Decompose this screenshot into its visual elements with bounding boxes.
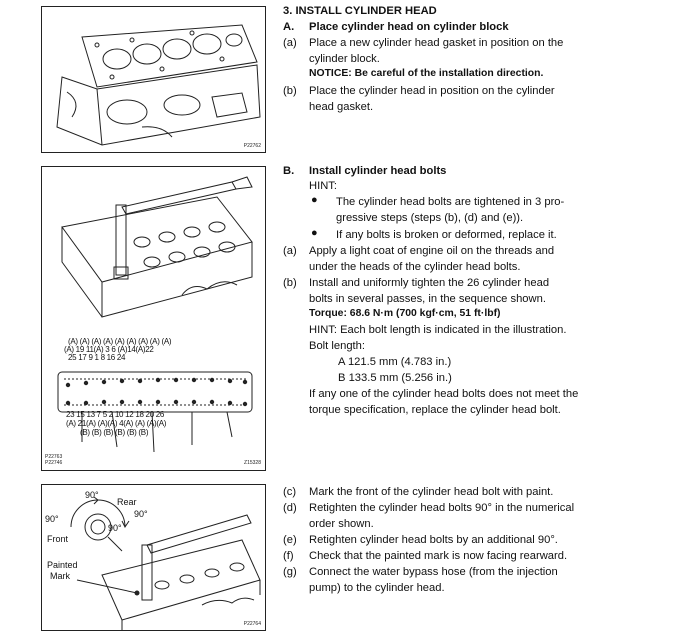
step-text: Install and uniformly tighten the 26 cylinder head [309,277,550,289]
step-text: Mark the front of the cylinder head bolt with paint. [309,486,554,498]
angle-label: 90° [108,523,122,533]
step-text: Apply a light coat of engine oil on the threads and [309,245,555,257]
hint-label: HINT: [309,180,337,192]
step-text: Place the cylinder head in position on the cylinder [309,85,555,97]
step-text: head gasket. [309,101,374,113]
gasket-illustration [42,7,265,152]
step-text: pump) to the cylinder head. [309,582,445,594]
step-b-heading: Install cylinder head bolts [309,165,447,177]
angle-label: 90° [134,509,148,519]
direction-label-front: Front [47,534,69,544]
bolt-row-label: (A) 19 11(A) 3 6 (A)14(A)22 [64,345,154,354]
direction-label-rear: Rear [117,497,137,507]
retighten-illustration [42,485,265,630]
step-text: bolts in several passes, in the sequence shown. [309,293,546,305]
step-text: Retighten cylinder head bolts by an additional 90°. [309,534,558,546]
notice-text: NOTICE: Be careful of the installation direction. [309,68,544,79]
step-text: Place a new cylinder head gasket in position on the [309,37,564,49]
bolt-length-label: Bolt length: [309,340,365,352]
figure-bolt-sequence [41,166,266,471]
step-text: cylinder block. [309,53,380,65]
step-text: Retighten the cylinder head bolts 90° in the numerical [309,502,575,514]
angle-label: 90° [85,490,99,500]
step-marker: (f) [283,550,294,562]
bolt-row-label: (A) (A) (A) (A) (A) (A) (A) (A) (A) [68,337,172,346]
step-marker: (c) [283,486,297,498]
painted-mark-label: Mark [50,571,70,581]
step-marker: (e) [283,534,297,546]
warning-text: torque specification, replace the cylinder head bolt. [309,404,561,416]
step-text: Check that the painted mark is now facing rearward. [309,550,568,562]
bolt-row-label: 25 17 9 1 8 16 24 [68,353,126,362]
figure-gasket-placement [41,6,266,153]
figure-id: P22746 [45,460,63,466]
hint-bullet-text: The cylinder head bolts are tightened in 3 pro- [336,196,565,208]
painted-mark-label: Painted [47,560,78,570]
step-text: under the heads of the cylinder head bolts. [309,261,521,273]
figure-id: P22763 [45,454,63,460]
step-a-heading: Place cylinder head on cylinder block [309,21,509,33]
bolt-row-label: 23 15 13 7 5 2 10 12 18 20 26 [66,410,165,419]
figure-id: P22764 [243,621,261,627]
figure-id: Z15328 [244,460,261,466]
step-b-letter: B. [283,165,295,177]
hint-text: HINT: Each bolt length is indicated in the illustration. [309,324,567,336]
step-marker: (b) [283,85,297,97]
step-marker: (a) [283,37,297,49]
warning-text: If any one of the cylinder head bolts does not meet the [309,388,579,400]
step-marker: (g) [283,566,297,578]
hint-bullet-text: gressive steps (steps (b), (d) and (e)). [336,212,524,224]
step-marker: (d) [283,502,297,514]
bolt-length-b: B 133.5 mm (5.256 in.) [338,372,452,384]
torque-spec: Torque: 68.6 N·m (700 kgf·cm, 51 ft·lbf) [309,308,501,319]
bolt-row-label: (B) (B) (B) (B) (B) (B) [80,428,149,437]
step-text: Connect the water bypass hose (from the injection [309,566,558,578]
step-marker: (b) [283,277,297,289]
bullet-icon: ● [311,227,318,239]
figure-retighten [41,484,266,631]
step-a-letter: A. [283,21,295,33]
step-text: order shown. [309,518,374,530]
figure-id: P22762 [243,143,261,149]
section-title: 3. INSTALL CYLINDER HEAD [283,5,437,17]
hint-bullet-text: If any bolts is broken or deformed, replace it. [336,229,557,241]
step-marker: (a) [283,245,297,257]
bullet-icon: ● [311,194,318,206]
angle-label: 90° [45,514,59,524]
bolt-length-a: A 121.5 mm (4.783 in.) [338,356,452,368]
bolt-row-label: (A) 21(A) (A)(A) 4(A) (A) (A)(A) [66,419,167,428]
